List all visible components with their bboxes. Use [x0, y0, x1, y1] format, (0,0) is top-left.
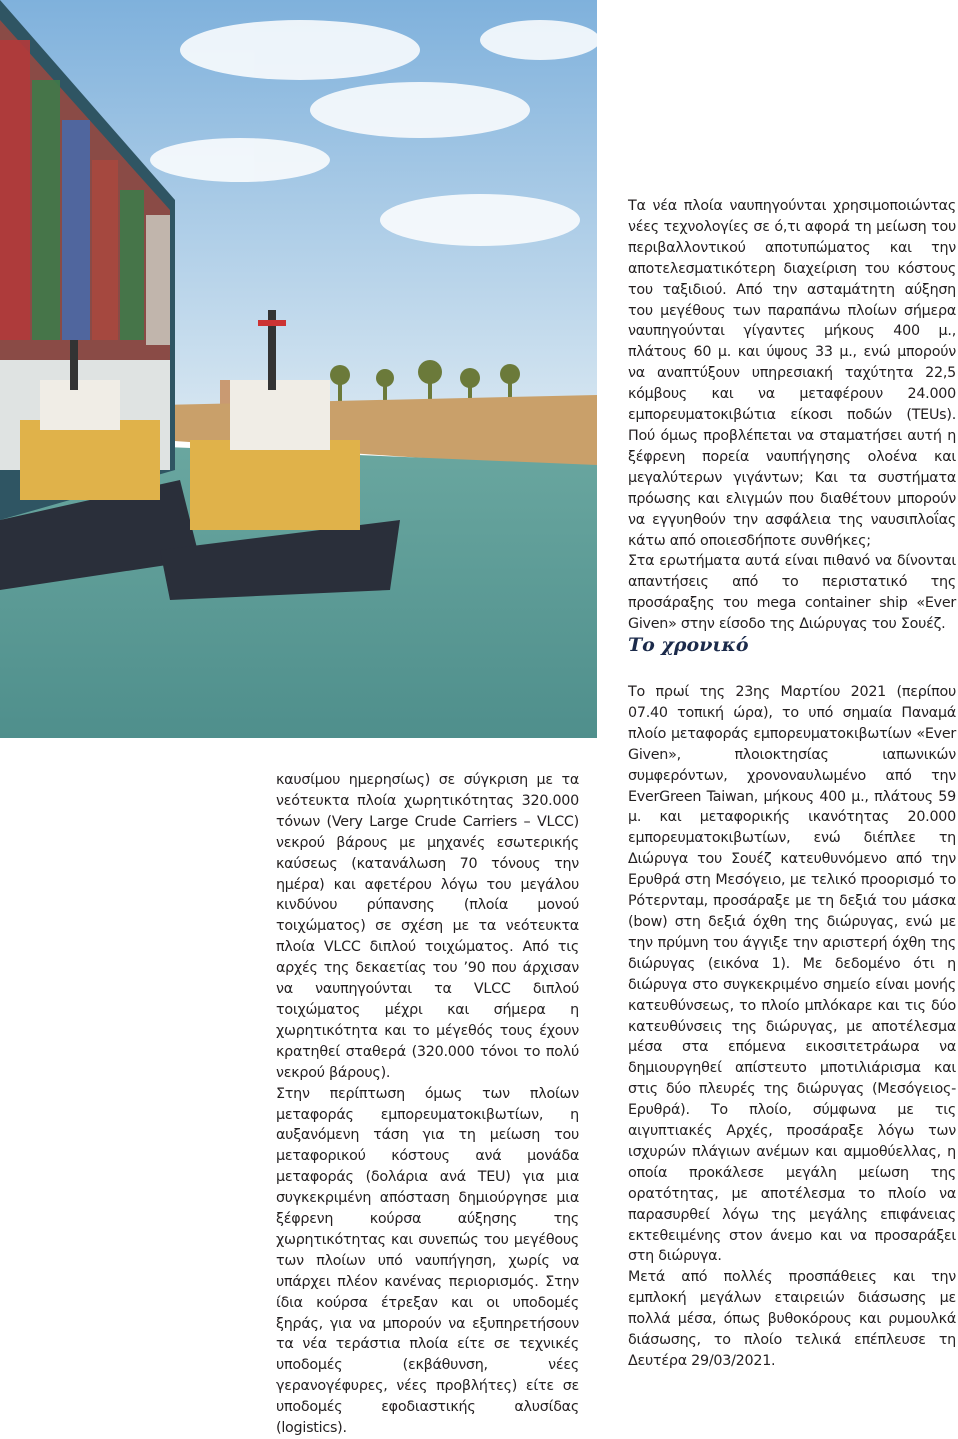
ship-photo-illustration: [0, 0, 597, 738]
left-column: [276, 770, 579, 1439]
intro-paragraph: Τα νέα πλοία ναυπηγούνται χρησιμοποιώντας νέες τεχνολογίες σε ό,τι αφορά τη μείωση του περιβαλλοντικού αποτυπώματος και την αποτελεσματικότερη διαχείριση του κόστους του ταξιδιού. Από την ασταμάτητη αύξηση του μεγέθους των παραπάνω πλοίων σήμερα ναυπηγούνται γίγαντες μήκους 400 μ., πλάτους 60 μ. και ύψους 33 μ., ενώ μπορούν να αναπτύξουν υπηρεσιακή ταχύτητα 22,5 κόμβους και να μεταφέρουν 24.000 εμπορευματοκιβώτια είκοσι ποδών (TEUs). Πού όμως προβλέπεται να σταματήσει αυτή η ξέφρενη πορεία ναυπήγησης ολοένα και μεγαλύτερων γιγάντων; Και τα συστήματα πρόωσης και ελιγμών που διαθέτουν μπορούν να εγγυηθούν την ασφάλεια της ναυσιπλοΐας κάτω από οποιεσδήποτε συνθήκες;: [628, 198, 956, 549]
ship-photo: [0, 0, 597, 738]
chronicle-paragraph-2: Μετά από πολλές προσπάθειες και την εμπλοκή μεγάλων εταιρειών διάσωσης με πολλά μέσα, όπως βυθοκόρους και ρυμουλκά διάσωσης, το πλοίο τελικά επέπλευσε τη Δευτέρα 29/03/2021.: [628, 1269, 956, 1369]
intro-paragraph-2: Στα ερωτήματα αυτά είναι πιθανό να δίνονται απαντήσεις από το περιστατικό της προσάραξης του mega container ship «Ever Given» στην είσοδο της Διώρυγας του Σουέζ.: [628, 553, 956, 633]
intro-column: [628, 196, 956, 635]
section-heading: Το χρονικό: [628, 634, 749, 656]
chronicle-paragraph-1: Το πρωί της 23ης Μαρτίου 2021 (περίπου 07.40 τοπική ώρα), το υπό σημαία Παναμά πλοίο μεταφοράς εμπορευματοκιβωτίων «Ever Given», πλοιοκτησίας ιαπωνικών συμφερόντων, χρονοναυλωμένο από την EverGreen Taiwan, μήκους 400 μ., πλάτους 59 μ. και μεταφορικής ικανότητας 20.000 εμπορευματοκιβωτίων, ενώ διέπλεε τη Διώρυγα του Σουέζ κατευθυνόμενο από την Ερυθρά στη Μεσόγειο, με τελικό προορισμό το Ρότερνταμ, προσάραξε με τη δεξιά του μάσκα (bow) στη δεξιά όχθη της διώρυγας, ενώ με την πρύμνη του άγγιξε την αριστερή όχθη της διώρυγας (εικόνα 1). Με δεδομένο ότι η διώρυγα στο συγκεκριμένο σημείο είναι μονής κατευθύνσεως, το πλοίο μπλόκαρε και τις δύο κατευθύνσεις της διώρυγας, με αποτέλεσμα μέσα στα επόμενα εικοσιτετράωρα να δημιουργηθεί απίστευτο μποτιλιάρισμα και στις δύο πλευρές της διώρυγας (Μεσόγειος-Ερυθρά). Το πλοίο, σύμφωνα με τις αιγυπτιακές Αρχές, προσάραξε λόγω των ισχυρών πλάγιων ανέμων και αμμοθύελλας, η οποία προκάλεσε μεγάλη μείωση της ορατότητας, με αποτέλεσμα το πλοίο να παρασυρθεί λόγω της μεγάλης επιφάνειας εκτεθειμένης στον άνεμο και να προσαράξει στη διώρυγα.: [628, 684, 956, 1265]
left-paragraph-1: καυσίμου ημερησίως) σε σύγκριση με τα νεότευκτα πλοία χωρητικότητας 320.000 τόνων (Very Large Crude Carriers – VLCC) νεκρού βάρους με μηχανές εσωτερικής καύσεως (κατανάλωση 70 τόνους την ημέρα) και αφετέρου λόγω του μεγάλου κινδύνου ρύπανσης (πλοία μονού τοιχώματος) σε σχέση με τα νεότευκτα πλοία VLCC διπλού τοιχώματος. Από τις αρχές της δεκαετίας του ’90 που άρχισαν να ναυπηγούνται τα VLCC διπλού τοιχώματος μέχρι και σήμερα η χωρητικότητα και το μέγεθός τους έχουν κρατηθεί σταθερά (320.000 τόνοι το πολύ νεκρού βάρους).: [276, 772, 579, 1081]
left-paragraph-2: Στην περίπτωση όμως των πλοίων μεταφοράς εμπορευματοκιβωτίων, η αυξανόμενη τάση για τη μείωση του μεταφορικού κόστους ανά μονάδα μεταφοράς (δολάρια ανά TEU) για μια συγκεκριμένη απόσταση δημιούργησε μια ξέφρενη κούρσα αύξησης της χωρητικότητας και συνεπώς του μεγέθους των πλοίων υπό ναυπήγηση, χωρίς να υπάρχει πλέον κανένας περιορισμός. Στην ίδια κούρσα έτρεξαν και οι υποδομές ξηράς, για να μπορούν να εξυπηρετήσουν τα νέα τεράστια πλοία είτε σε τεχνικές υποδομές (εκβάθυνση, νέες γερανογέφυρες, νέες προβλήτες) είτε σε υποδομές εφοδιαστικής αλυσίδας (logistics).: [276, 1085, 579, 1437]
chronicle-column: [628, 682, 956, 1372]
